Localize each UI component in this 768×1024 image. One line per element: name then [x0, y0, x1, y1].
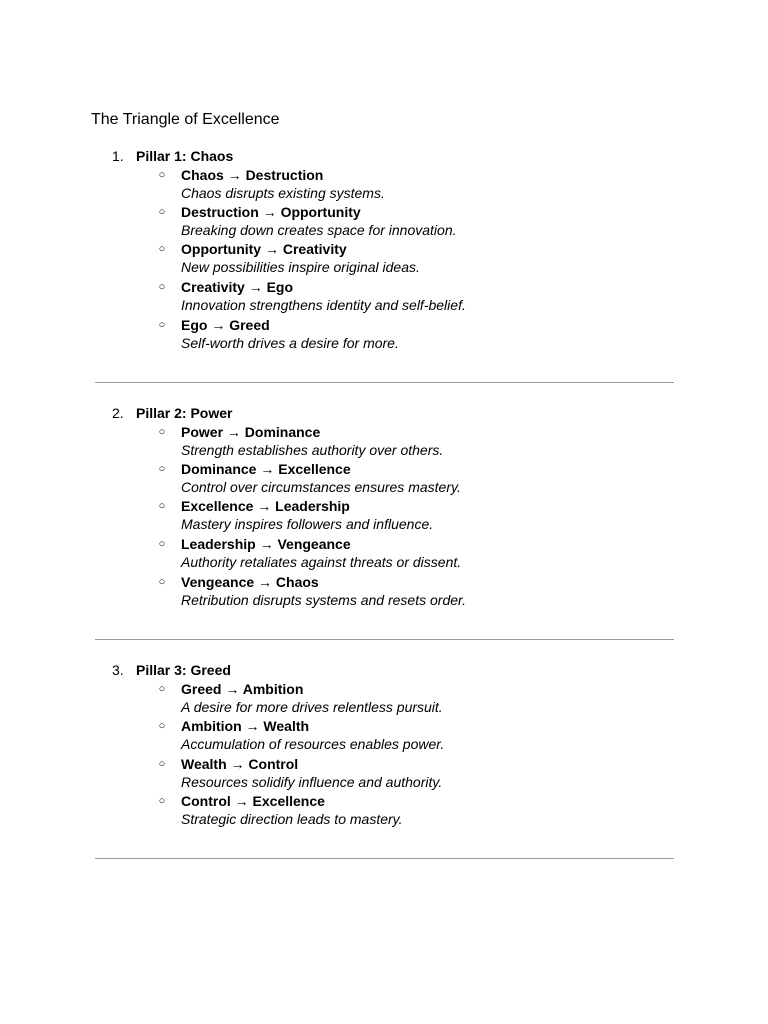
list-item	[0, 680, 768, 718]
step-description: Resources solidify influence and authority.	[181, 774, 443, 790]
horizontal-divider	[95, 382, 674, 383]
hollow-circle-bullet-icon: ○	[158, 206, 166, 218]
hollow-circle-bullet-icon: ○	[158, 426, 166, 438]
step-description: Breaking down creates space for innovation.	[181, 222, 457, 238]
hollow-circle-bullet-icon: ○	[158, 281, 166, 293]
step-description: Accumulation of resources enables power.	[181, 736, 445, 752]
step-title: Control → Excellence	[181, 793, 325, 809]
list-number: 2.	[112, 405, 124, 421]
list-item	[0, 166, 768, 204]
hollow-circle-bullet-icon: ○	[158, 720, 166, 732]
step-title: Destruction → Opportunity	[181, 204, 361, 220]
list-item	[0, 717, 768, 755]
hollow-circle-bullet-icon: ○	[158, 169, 166, 181]
list-item	[0, 240, 768, 278]
list-item	[0, 316, 768, 354]
hollow-circle-bullet-icon: ○	[158, 795, 166, 807]
step-title: Creativity → Ego	[181, 279, 294, 295]
step-title: Excellence → Leadership	[181, 498, 350, 514]
step-title: Vengeance → Chaos	[181, 574, 319, 590]
step-title: Chaos → Destruction	[181, 167, 324, 183]
list-item	[0, 497, 768, 535]
hollow-circle-bullet-icon: ○	[158, 243, 166, 255]
step-title: Opportunity → Creativity	[181, 241, 347, 257]
list-item	[0, 423, 768, 461]
hollow-circle-bullet-icon: ○	[158, 758, 166, 770]
list-number: 1.	[112, 148, 124, 164]
pillar-title: Pillar 2: Power	[136, 405, 233, 421]
horizontal-divider	[95, 639, 674, 640]
step-description: Chaos disrupts existing systems.	[181, 185, 385, 201]
step-description: Control over circumstances ensures mastery.	[181, 479, 461, 495]
step-description: Strategic direction leads to mastery.	[181, 811, 403, 827]
pillar-title: Pillar 1: Chaos	[136, 148, 234, 164]
hollow-circle-bullet-icon: ○	[158, 319, 166, 331]
step-description: Mastery inspires followers and influence.	[181, 516, 434, 532]
step-description: Authority retaliates against threats or dissent.	[181, 554, 462, 570]
step-title: Ego → Greed	[181, 317, 270, 333]
list-item	[0, 460, 768, 498]
hollow-circle-bullet-icon: ○	[158, 463, 166, 475]
step-description: A desire for more drives relentless pursuit.	[181, 699, 443, 715]
step-description: Self-worth drives a desire for more.	[181, 335, 399, 351]
step-description: Strength establishes authority over others.	[181, 442, 444, 458]
list-item	[0, 535, 768, 573]
step-description: Innovation strengthens identity and self-belief.	[181, 297, 466, 313]
pillar-title: Pillar 3: Greed	[136, 662, 231, 678]
step-title: Wealth → Control	[181, 756, 299, 772]
hollow-circle-bullet-icon: ○	[158, 538, 166, 550]
hollow-circle-bullet-icon: ○	[158, 683, 166, 695]
step-title: Power → Dominance	[181, 424, 321, 440]
step-title: Ambition → Wealth	[181, 718, 310, 734]
list-item	[0, 573, 768, 611]
step-description: New possibilities inspire original ideas.	[181, 259, 420, 275]
step-title: Dominance → Excellence	[181, 461, 351, 477]
list-number: 3.	[112, 662, 124, 678]
hollow-circle-bullet-icon: ○	[158, 500, 166, 512]
list-item	[0, 278, 768, 316]
step-title: Leadership → Vengeance	[181, 536, 351, 552]
list-item	[0, 792, 768, 830]
step-title: Greed → Ambition	[181, 681, 304, 697]
list-item	[0, 203, 768, 241]
hollow-circle-bullet-icon: ○	[158, 576, 166, 588]
step-description: Retribution disrupts systems and resets order.	[181, 592, 467, 608]
list-item	[0, 755, 768, 793]
horizontal-divider	[95, 858, 674, 859]
page-title: The Triangle of Excellence	[91, 111, 280, 128]
